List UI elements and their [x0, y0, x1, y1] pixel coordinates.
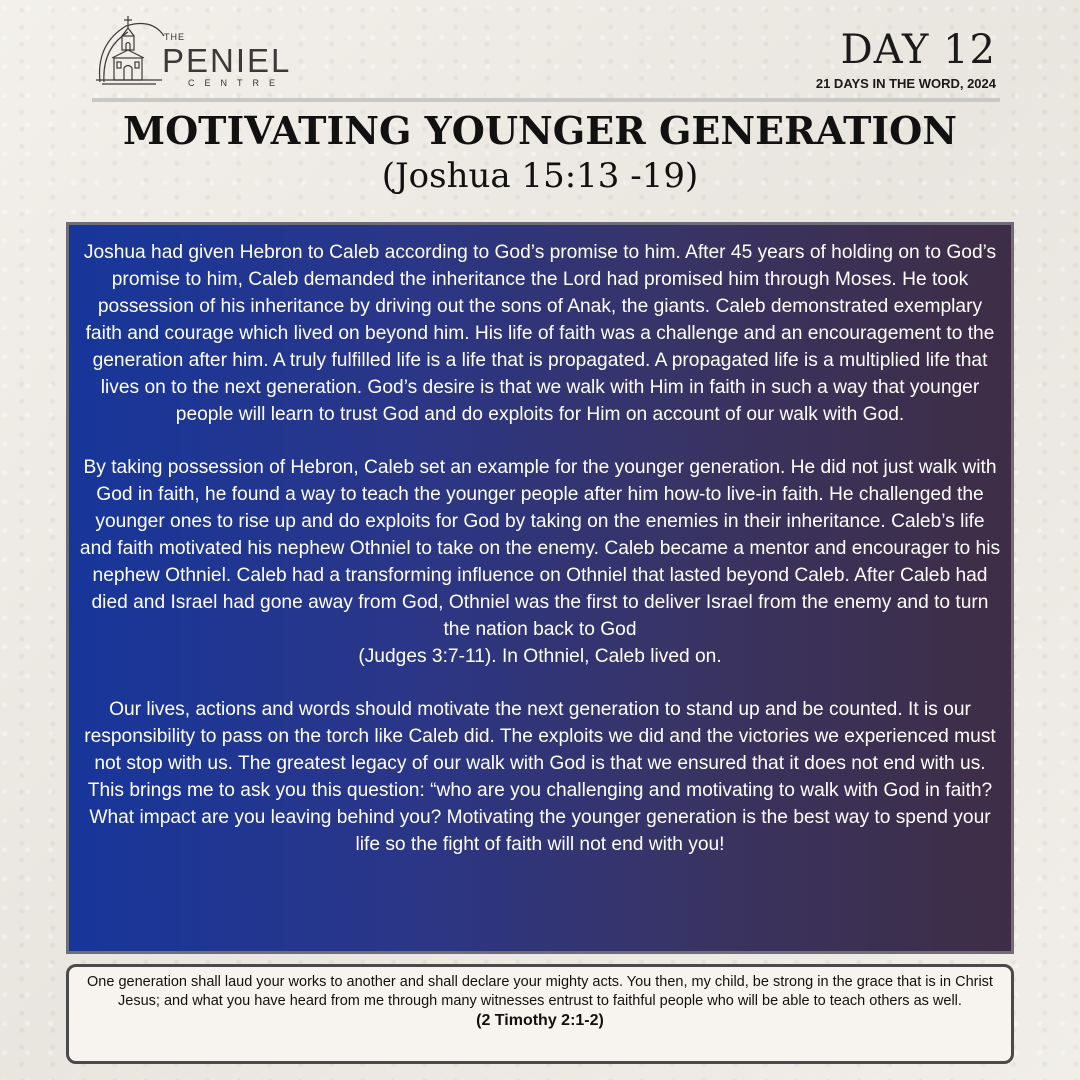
scripture-reference: (Joshua 15:13 -19): [381, 156, 699, 196]
devotional-body-panel: [66, 222, 1014, 954]
body-paragraph-1: Joshua had given Hebron to Caleb according to God’s promise to him. After 45 years of holding on to God’s promise to him, Caleb demanded the inheritance the Lord had promised him through Moses. He took possession of his inheritance by driving out the sons of Anak, the giants. Caleb demonstrated exemplary faith and courage which lived on beyond him. His life of faith was a challenge and an encouragement to the generation after him. A truly fulfilled life is a life that is propagated. A propagated life is a multiplied life that lives on to the next generation. God’s desire is that we walk with Him in faith in such a way that younger people will learn to trust God and do exploits for Him on account of our walk with God.: [83, 242, 997, 425]
logo-the-text: THE: [164, 32, 185, 42]
logo-name-text: PENIEL: [162, 42, 292, 79]
memory-verse-reference: (2 Timothy 2:1-2): [476, 1012, 604, 1029]
body-paragraph-2: [79, 454, 1001, 670]
peniel-centre-logo: [92, 14, 292, 94]
body-paragraph-2-text: By taking possession of Hebron, Caleb set an example for the younger generation. He did not just walk with God in faith, he found a way to teach the younger people after him how-to live-in faith. He challenged the younger ones to rise up and do exploits for God by taking on the enemies in their inheritance. Caleb’s life and faith motivated his nephew Othniel to take on the enemy. Caleb became a mentor and encourager to his nephew Othniel. Caleb had a transforming influence on Othniel that lasted beyond Caleb. After Caleb had died and Israel had gone away from God, Othniel was the first to deliver Israel from the enemy and to turn the nation back to God: [79, 457, 1001, 640]
header-divider: [92, 98, 1000, 102]
body-paragraph-3: Our lives, actions and words should motivate the next generation to stand up and be counted. It is our responsibility to pass on the torch like Caleb did. The exploits we did and the victories we experienced must not stop with us. The greatest legacy of our walk with God is that we ensured that it does not end with us. This brings me to ask you this question: “who are you challenging and motivating to walk with God in faith? What impact are you leaving behind you? Motivating the younger generation is the best way to spend your life so the fight of faith will not end with you!: [84, 699, 996, 855]
logo-sub-text: CENTRE: [188, 78, 286, 88]
body-paragraph-2-reference: (Judges 3:7-11). In Othniel, Caleb lived on.: [358, 646, 722, 667]
page-title: MOTIVATING YOUNGER GENERATION: [123, 108, 957, 153]
day-title: DAY 12: [840, 27, 996, 73]
memory-verse-box: [66, 964, 1014, 1064]
series-subtitle: 21 DAYS IN THE WORD, 2024: [815, 76, 996, 91]
memory-verse-text: One generation shall laud your works to another and shall declare your mighty acts. You then, my child, be strong in the grace that is in Christ Jesus; and what you have heard from me through many witnesses entrust to faithful people who will be able to teach others as well.: [87, 974, 993, 1009]
church-icon: [92, 14, 172, 86]
